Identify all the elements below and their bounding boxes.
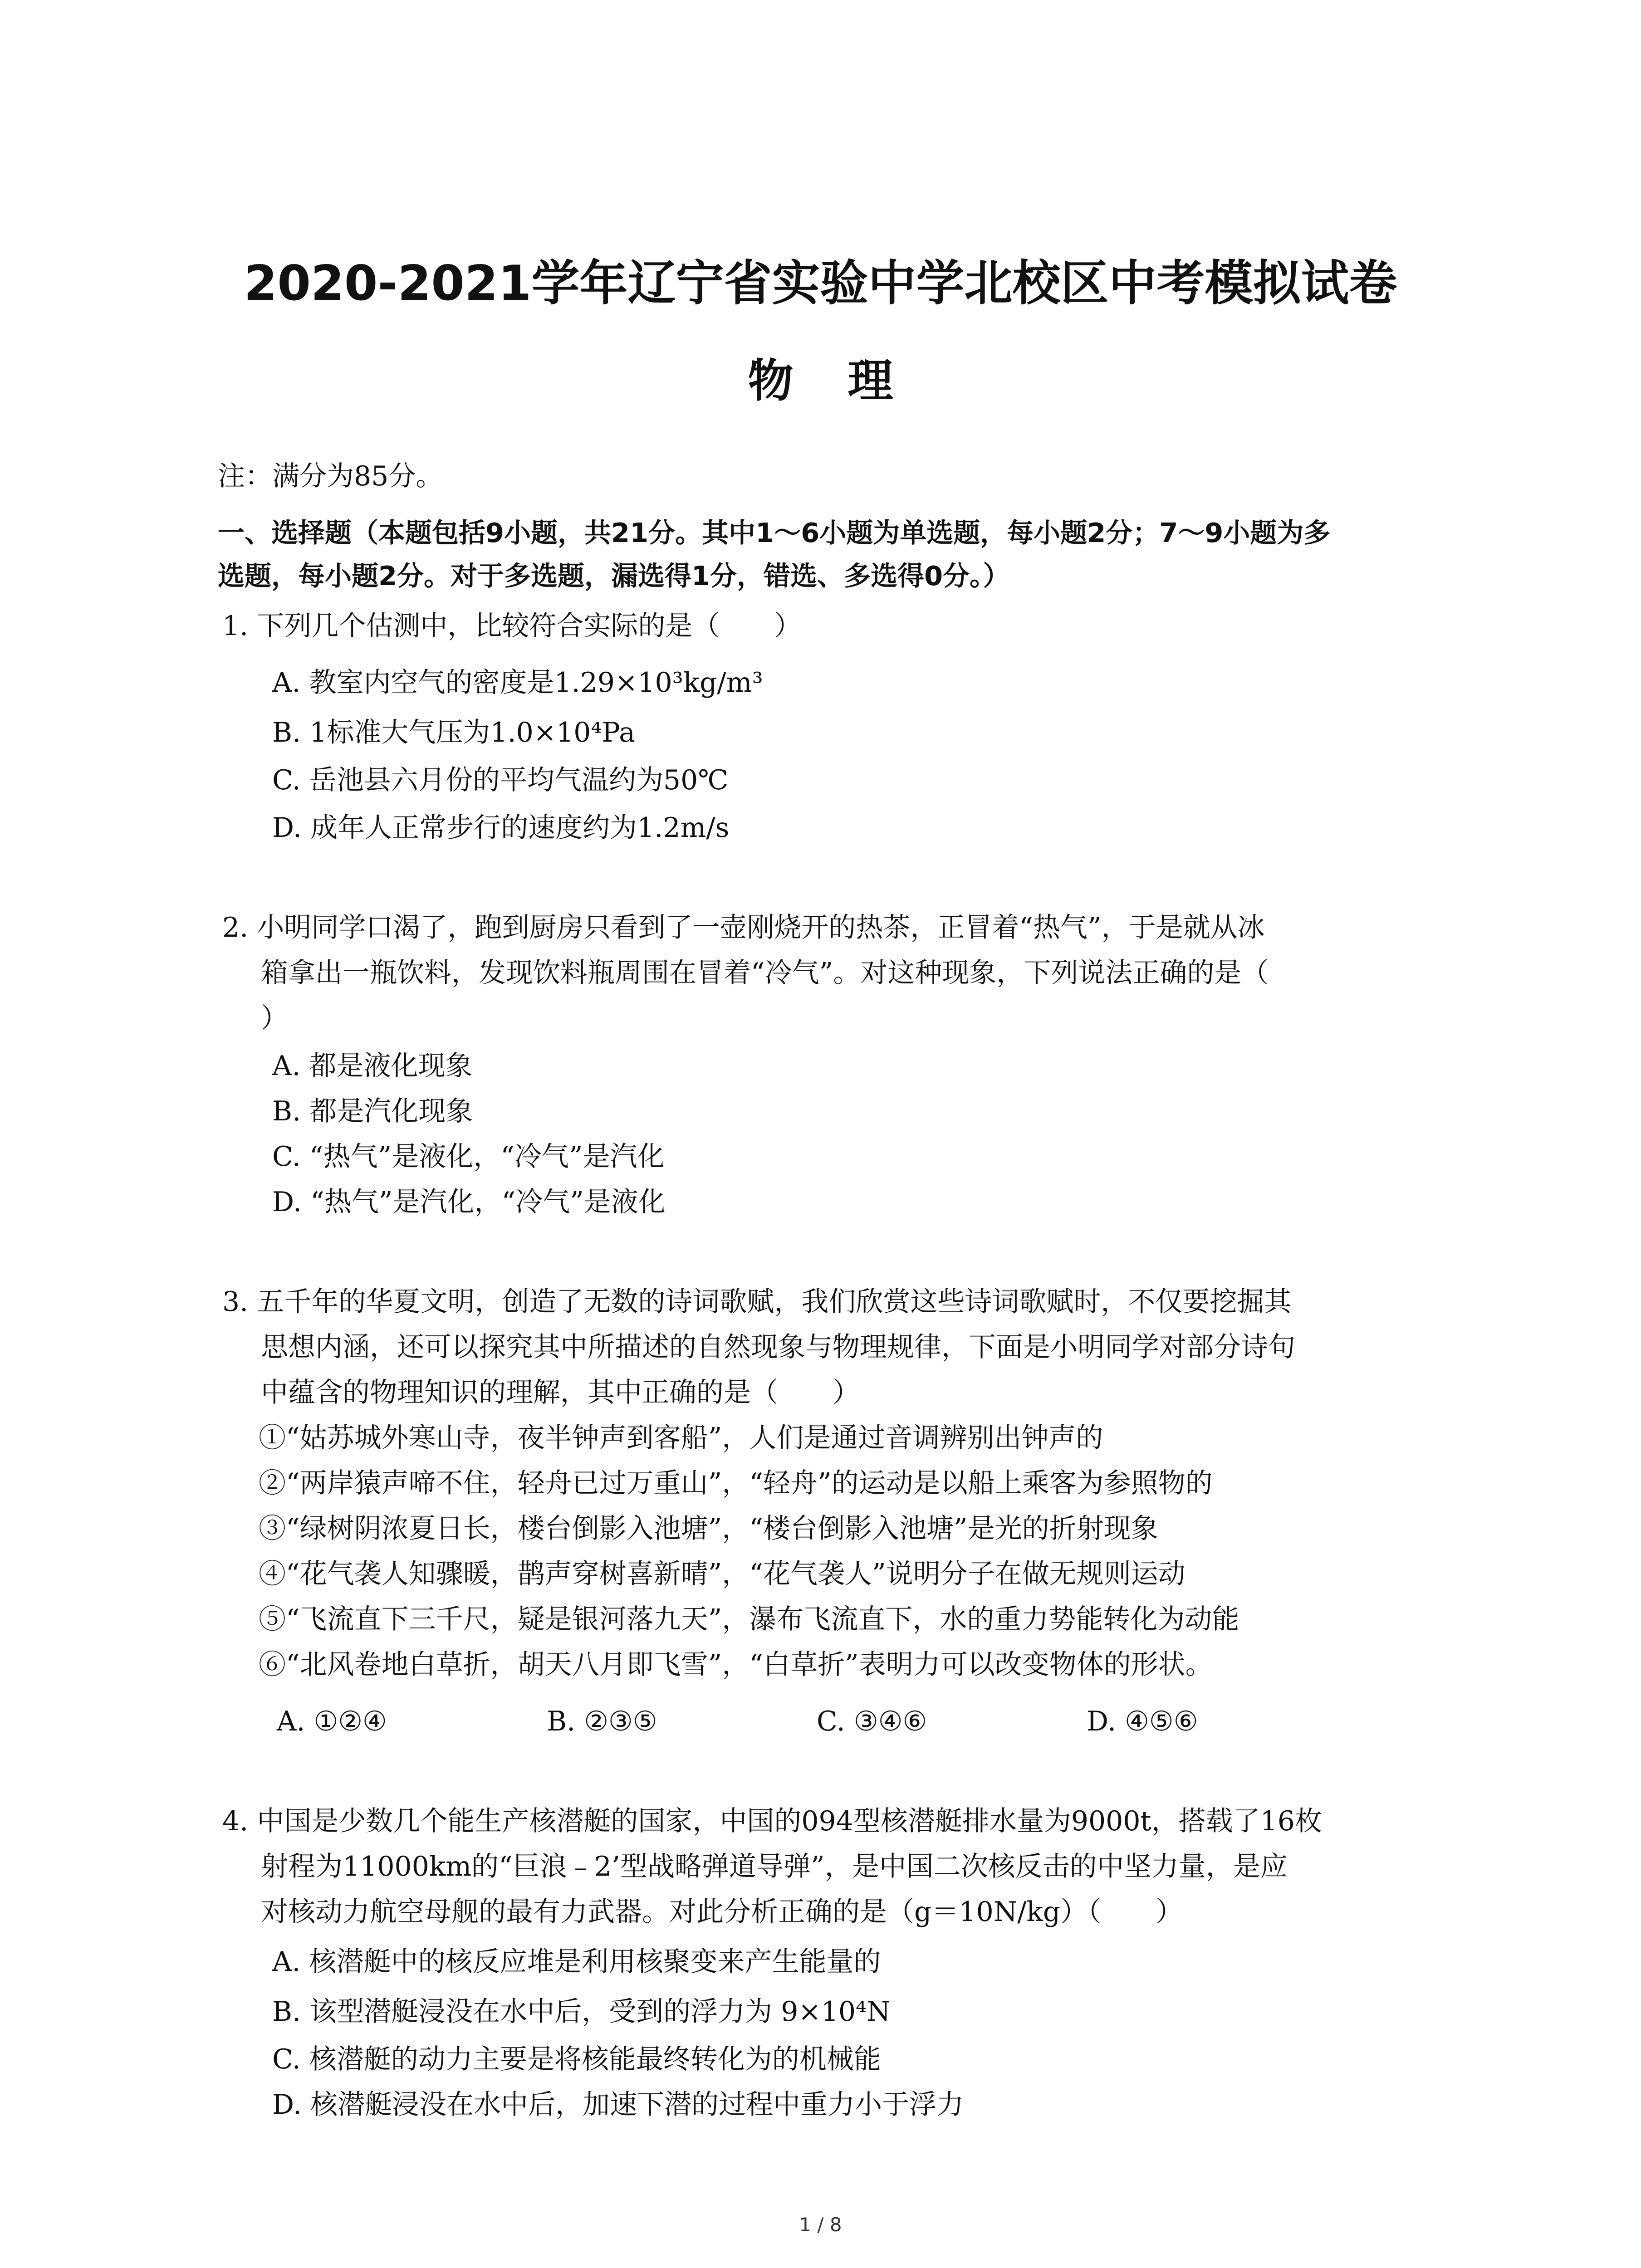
- q3-stem-line-2: 思想内涵，还可以探究其中所描述的自然现象与物理规律，下面是小明同学对部分诗句: [261, 1331, 1295, 1363]
- q3-stem-line-1: 3. 五千年的华夏文明，创造了无数的诗词歌赋，我们欣赏这些诗词歌赋时，不仅要挖掘其: [222, 1286, 1292, 1318]
- q4-option-d: D. 核潜艇浸没在水中后，加速下潜的过程中重力小于浮力: [272, 2089, 964, 2121]
- q3-stem-line-3: 中蕴含的物理知识的理解，其中正确的是（ ）: [261, 1377, 860, 1408]
- q3-choice-c: C. ③④⑥: [817, 1706, 927, 1737]
- q2-stem-line-2: 箱拿出一瓶饮料，发现饮料瓶周围在冒着“冷气”。对这种现象，下列说法正确的是（: [261, 957, 1269, 989]
- q2-option-b: B. 都是汽化现象: [272, 1095, 473, 1127]
- q3-item-3: ③“绿树阴浓夏日长，楼台倒影入池塘”，“楼台倒影入池塘”是光的折射现象: [259, 1513, 1158, 1545]
- q1-option-a: A. 教室内空气的密度是1.29×10³kg/m³: [272, 667, 763, 699]
- exam-title: 2020-2021学年辽宁省实验中学北校区中考模拟试卷: [244, 255, 1397, 311]
- subject-title: 物理: [748, 354, 948, 407]
- q1-option-b: B. 1标准大气压为1.0×10⁴Pa: [272, 717, 635, 748]
- q3-choice-b: B. ②③⑤: [547, 1706, 657, 1737]
- section-heading-line-2: 选题，每小题2分。对于多选题，漏选得1分，错选、多选得0分。）: [218, 560, 1010, 591]
- q3-choice-d: D. ④⑤⑥: [1087, 1706, 1198, 1737]
- q2-option-d: D. “热气”是汽化，“冷气”是液化: [272, 1186, 666, 1218]
- q4-stem-line-2: 射程为11000km的“巨浪﹣2’型战略弹道导弹”，是中国二次核反击的中坚力量，是应: [261, 1851, 1288, 1882]
- q4-option-a: A. 核潜艇中的核反应堆是利用核聚变来产生能量的: [272, 1946, 881, 1978]
- score-note: 注：满分为85分。: [218, 460, 443, 492]
- q3-item-4: ④“花气袭人知骤暖，鹊声穿树喜新晴”，“花气袭人”说明分子在做无规则运动: [259, 1558, 1185, 1590]
- q3-choice-a: A. ①②④: [277, 1706, 387, 1737]
- q3-item-6: ⑥“北风卷地白草折，胡天八月即飞雪”，“白草折”表明力可以改变物体的形状。: [259, 1649, 1213, 1681]
- q2-option-a: A. 都是液化现象: [272, 1050, 473, 1082]
- q4-option-b: B. 该型潜艇浸没在水中后，受到的浮力为 9×10⁴N: [272, 1996, 891, 2028]
- q2-stem-line-3: ）: [261, 1002, 288, 1034]
- q2-option-c: C. “热气”是液化，“冷气”是汽化: [272, 1141, 665, 1173]
- q4-option-c: C. 核潜艇的动力主要是将核能最终转化为的机械能: [272, 2043, 881, 2075]
- q3-item-5: ⑤“飞流直下三千尺，疑是银河落九天”，瀑布飞流直下，水的重力势能转化为动能: [259, 1603, 1239, 1635]
- q4-stem-line-3: 对核动力航空母舰的最有力武器。对此分析正确的是（g＝10N/kg）（ ）: [261, 1896, 1183, 1928]
- q3-item-1: ①“姑苏城外寒山寺，夜半钟声到客船”，人们是通过音调辨别出钟声的: [259, 1422, 1103, 1454]
- page-number: 1 / 8: [799, 2214, 842, 2236]
- q1-stem: 1. 下列几个估测中，比较符合实际的是（ ）: [222, 610, 802, 642]
- q4-stem-line-1: 4. 中国是少数几个能生产核潜艇的国家，中国的094型核潜艇排水量为9000t，搭载了16枚: [222, 1805, 1322, 1837]
- q1-option-c: C. 岳池县六月份的平均气温约为50℃: [272, 764, 729, 796]
- q3-item-2: ②“两岸猿声啼不住，轻舟已过万重山”，“轻舟”的运动是以船上乘客为参照物的: [259, 1467, 1213, 1499]
- q2-stem-line-1: 2. 小明同学口渴了，跑到厨房只看到了一壶刚烧开的热茶，正冒着“热气”，于是就从冰: [222, 912, 1265, 943]
- q1-option-d: D. 成年人正常步行的速度约为1.2m/s: [272, 812, 730, 844]
- section-heading-line-1: 一、选择题（本题包括9小题，共21分。其中1～6小题为单选题，每小题2分；7～9小题为多: [218, 517, 1331, 548]
